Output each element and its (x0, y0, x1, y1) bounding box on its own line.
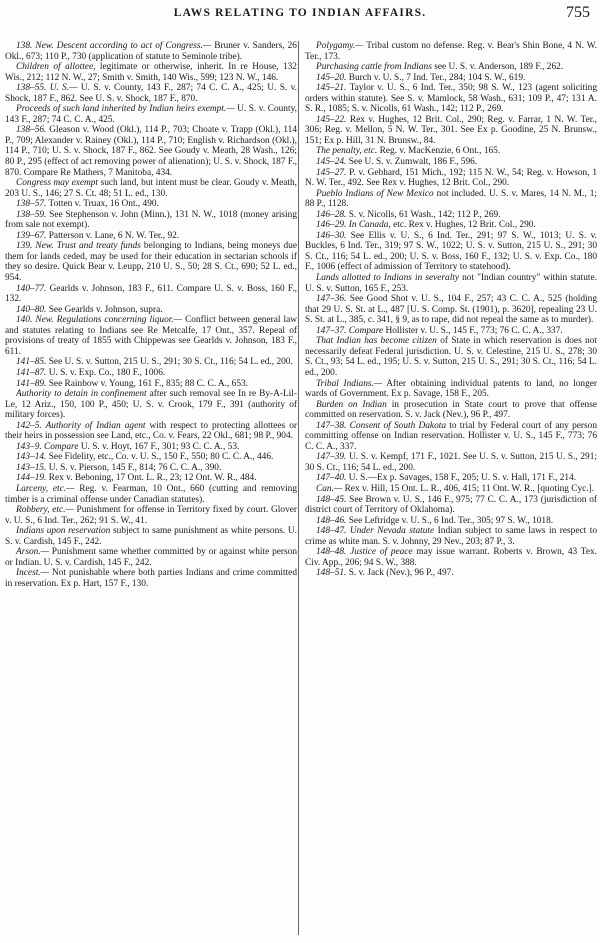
entry-text: Reg. v. Fearman, 10 Ont., 660 (cutting and removing timber is a criminal offense under Canadian statutes). (5, 483, 297, 505)
entry-heading: 138. New. Descent according to act of Congress.— (16, 41, 212, 51)
entry-text: Bruner v. Sanders, 26 Okl., 673; 110 P., 730 (application of statute to Seminole tribe). (5, 41, 297, 62)
entry-text: See Stephenson v. John (Minn.), 131 N. W., 1018 (money arising from sale not exempt). (5, 209, 297, 231)
entry-text: in prosecution in State court to prove that offense committed on reservation. S. v. Jack (Nev.), 96 P., 497. (305, 399, 597, 421)
citation-entry (5, 421, 297, 442)
citation-entry (305, 326, 597, 337)
entry-text: P. v. Gebhard, 151 Mich., 192; 115 N. W., 54; Reg. v. Howson, 1 N. W. Ter., 492. See Rex v. Hughes, 12 Brit. Col., 290. (305, 167, 597, 189)
citation-entry (5, 104, 297, 125)
citation-entry (5, 379, 297, 390)
entry-text: U. S. v. Pierson, 145 F., 814; 76 C. C. A., 390. (48, 462, 222, 473)
citation-entry (5, 473, 297, 484)
entry-text: Gearlds v. Johnson, 183 F., 611. Compare U. S. v. Boss, 160 F., 132. (5, 283, 297, 305)
citation-entry (5, 547, 297, 568)
citation-entry (5, 210, 297, 231)
citation-entry (305, 452, 597, 473)
citation-entry (5, 452, 297, 463)
entry-text: Rex v. Beboning, 17 Ont. L. R., 23; 12 Ont. W. R., 484. (48, 473, 257, 484)
entry-text: U. S. v. Hoyt, 167 F., 301; 93 C. C. A., 53. (80, 441, 240, 452)
entry-text: See Ellis v. U. S., 6 Ind. Ter., 291; 97 S. W., 1013; U. S. v. Buckles, 6 Ind. Ter., 319; 97 S. W., 1022; U. S. v. Sutton, 215 U. S., 291; 30 S. Ct., 116; 54 L. ed., 200; U. S. v. Boss, 160 F., 132; U. S. v. Exp. Co., 180 F., 1006 (effect of admission of Territory to statehood). (305, 230, 597, 273)
citation-entry (305, 157, 597, 168)
running-header (0, 4, 600, 25)
entry-heading: 138–56. (16, 125, 47, 136)
entry-text: See U. S. v. Sutton, 215 U. S., 291; 30 S. Ct., 116; 54 L. ed., 200. (48, 357, 293, 368)
citation-entry (305, 484, 597, 495)
entry-heading: 140–80. (16, 304, 47, 315)
entry-heading: Polygamy.— (316, 41, 364, 51)
entry-heading: 145–27. (316, 167, 347, 178)
entry-text: See Leftridge v. U. S., 6 Ind. Ter., 305; 97 S. W., 1018. (348, 515, 554, 526)
entry-heading: 148–48. Justice of peace (316, 547, 413, 558)
citation-entry (305, 294, 597, 326)
entry-heading: 141–89. (16, 378, 47, 389)
entry-heading: 147–38. Consent of South Dakota (316, 420, 447, 431)
citation-entry (305, 547, 597, 568)
entry-text: may issue warrant. Roberts v. Brown, 43 Tex. Civ. App., 206; 94 S. W., 388. (305, 547, 597, 568)
citation-entry (305, 516, 597, 527)
left-column (5, 41, 297, 939)
entry-heading: 147–36. (316, 294, 347, 305)
citation-entry (305, 473, 597, 484)
entry-text: Punishment same whether committed by or against white person or Indian. U. S. v. Cardish, 145 F., 242. (5, 547, 297, 568)
citation-entry (305, 379, 597, 400)
citation-entry (305, 168, 597, 189)
citation-entry (5, 442, 297, 453)
citation-entry (305, 41, 597, 62)
header-title: LAWS RELATING TO INDIAN AFFAIRS. (173, 7, 427, 19)
entry-text: Tribal custom no defense. Reg. v. Bear's Shin Bone, 4 N. W. Ter., 173. (305, 41, 597, 62)
entry-heading: Tribal Indians.— (316, 378, 383, 389)
entry-text: Conflict between general law and statutes relating to Indians see Re Metcalfe, 17 Ont., 357. Repeal of provisions of treaty of 1855 with Chippewas see Gearlds v. Johnson, 183 F., 611. (5, 315, 297, 357)
entry-heading: 140–77. (16, 283, 47, 294)
entry-heading: 139. New. Trust and treaty funds (16, 241, 141, 252)
entry-text: subject to same punishment as white persons. U. S. v. Cardish, 145 F., 242. (5, 526, 297, 547)
entry-heading: 147–37. Compare (316, 325, 384, 336)
entry-text: belonging to Indians, being moneys due them for lands ceded, may be used for their education in sectarian schools if they so desire. Quick Bear v. Leupp, 210 U. S., 50; 28 S. Ct., 690; 52 L. ed., 954. (5, 241, 297, 284)
entry-heading: 145–21. (316, 83, 347, 94)
page-number: 755 (566, 4, 590, 21)
citation-entry (5, 178, 297, 199)
citation-entry (305, 220, 597, 231)
entry-text: See Gearlds v. Johnson, supra. (48, 304, 163, 315)
entry-heading: 146–29. In Canada, (316, 220, 391, 231)
entry-heading: Incest.— (16, 568, 49, 579)
entry-text: Indian subject to same laws in respect to crime as white man. S. v. Johnny, 29 Nev., 203; 87 P., 3. (305, 526, 597, 547)
entry-heading: 148–45. (316, 494, 347, 505)
entry-text: to trial by Federal court of any person committing offense on Indian reservation. Hollister v. U. S., 145 F., 773; 76 C. C. A., 337. (305, 420, 597, 452)
entry-text: etc. Rex v. Hughes, 12 Brit. Col., 290. (393, 220, 536, 231)
entry-heading: 138–59. (16, 209, 47, 220)
citation-entry (305, 189, 597, 210)
entry-text: See Fidelity, etc., Co. v. U. S., 150 F., 550; 80 C. C. A., 446. (48, 452, 274, 463)
citation-entry (305, 210, 597, 221)
entry-heading: Children of allottee, (16, 62, 96, 73)
entry-text: Rex v. Hill, 15 Ont. L. R., 406, 415; 11 Ont. W. R., [quoting Cyc.]. (344, 483, 595, 494)
entry-heading: 143–9. Compare (16, 441, 79, 452)
citation-entry (5, 568, 297, 589)
citation-entry (305, 83, 597, 115)
citation-entry (5, 125, 297, 178)
entry-text: Taylor v. U. S., 6 Ind. Ter., 350; 98 S. W., 123 (agent soliciting orders within statute). See S. v. Mamlock, 58 Wash., 631; 109 P., 47; 131 A. S. R., 1085; S. v. Nicolls, 61 Wash., 142; 112 P., 269. (305, 83, 597, 115)
entry-heading: 145–22. (316, 114, 347, 125)
entry-text: Not punishable where both parties Indians and crime committed in reservation. Ex p. Hart, 157 F., 130. (5, 568, 297, 589)
entry-heading: Can.— (316, 483, 343, 494)
citation-entry (5, 241, 297, 283)
citation-entry (305, 568, 597, 579)
entry-heading: 148–47. Under Nevada statute (316, 526, 435, 537)
right-column (305, 41, 597, 939)
citation-entry (305, 273, 597, 294)
entry-text: of State in which reservation is does not necessarily defeat Federal jurisdiction. U. S. v. Celestine, 215 U. S., 278; 30 S. Ct., 93; 54 L. ed., 195; U. S. v. Sutton, 215 U. S., 291; 30 S. Ct., 116; 54 L. ed., 200. (305, 336, 597, 378)
entry-heading: The penalty, etc. (316, 146, 378, 157)
entry-heading: Burden on Indian (316, 399, 387, 410)
entry-text: Hollister v. U. S., 145 F., 773; 76 C. C. A., 337. (385, 325, 563, 336)
entry-text: U. S. v. Kempf, 171 F., 1021. See U. S. v. Sutton, 215 U. S., 291; 30 S. Ct., 116; 54 L. ed., 200. (305, 452, 597, 473)
entry-heading: Authority to detain in confinement (16, 389, 147, 400)
entry-heading: Indians upon reservation (16, 526, 111, 537)
entry-heading: 148–51. (316, 568, 347, 579)
entry-text: Reg. v. MacKenzie, 6 Ont., 165. (379, 146, 501, 157)
citation-entry (5, 389, 297, 421)
entry-text: Punishment for offense in Territory fixed by court. Glover v. U. S., 6 Ind. Ter., 262; 91 S. W., 41. (5, 505, 297, 526)
entry-heading: 142–5. Authority of Indian agent (16, 420, 146, 431)
entry-heading: 141–87. (16, 367, 47, 378)
entry-heading: 145–20. (316, 72, 347, 83)
entry-text: such land, but intent must be clear. Goudy v. Meath, 203 U. S., 146; 27 S. Ct. 48; 51 L. ed., 130. (5, 178, 297, 199)
entry-text: not "Indian country" within statute. U. S. v. Sutton, 165 F., 253. (305, 273, 597, 294)
citation-entry (5, 83, 297, 104)
entry-text: legitimate or otherwise, inherit. In re House, 132 Wis., 212; 112 N. W., 27; Smith v. Smith, 140 Wis., 599; 123 N. W., 146. (5, 62, 297, 83)
entry-text: Gleason v. Wood (Okl.), 114 P., 703; Choate v. Trapp (Okl.), 114 P., 709; Alexander v. Rainey (Okl.), 114 P., 710; English v. Richardson (Okl.), 114 P., 710; U. S. v. Shock, 187 F., 862. See Goudy v. Meath, 28 Wash., 126; 80 P., 295 (effect of act removing power of alienation); U. S. v. Shock, 187 F., 870. Compare Re Mathers, 7 Manitoba, 434. (5, 125, 297, 178)
citation-entry (305, 526, 597, 547)
entry-text: not included. U. S. v. Mares, 14 N. M., 1; 88 P., 1128. (305, 188, 597, 210)
entry-heading: 144–19. (16, 473, 47, 484)
entry-heading: Pueblo Indians of New Mexico (316, 188, 434, 199)
entry-text: with respect to protecting allottees or their heirs in possession see Land, etc., Co. v. Fears, 22 Okl., 681; 98 P., 904. (5, 420, 297, 442)
citation-entry (5, 463, 297, 474)
citation-entry (305, 336, 597, 378)
entry-heading: Larceny, etc.— (16, 483, 75, 494)
entry-text: See Rainbow v. Young, 161 F., 835; 88 C. C. A., 653. (48, 378, 249, 389)
citation-entry (5, 357, 297, 368)
citation-entry (305, 62, 597, 73)
entry-heading: Congress may exempt (16, 178, 99, 189)
entry-heading: Lands allotted to Indians in severalty (316, 273, 460, 284)
entry-text: after such removal see In re By-A-Lil-Le, 12 Ariz., 150, 100 P., 450; U. S. v. Crook, 179 F., 391 (authority of military forces). (5, 389, 297, 421)
entry-heading: Robbery, etc.— (16, 505, 74, 516)
citation-entry (5, 231, 297, 242)
entry-heading: 138–55. U. S.— (16, 83, 78, 94)
entry-text: Burch v. U. S., 7 Ind. Ter., 284; 104 S. W., 619. (348, 72, 526, 83)
entry-text: See Good Shot v. U. S., 104 F., 257; 43 C. C. A., 525 (holding that 29 U. S. St. at L., 487 [U. S. Comp. St. (1901), p. 3620], repealing 23 U. S. St. at L., 385, c. 341, § 9, as to rape, did not repeal the same as to murder). (305, 294, 597, 326)
entry-heading: 138–57. (16, 199, 47, 210)
entry-text: U. S. v. County, 143 F., 287; 74 C. C. A., 425; U. S. v. Shock, 187 F., 862. See U. S. v. Shock, 187 F., 870. (5, 83, 297, 104)
citation-entry (5, 284, 297, 305)
entry-heading: 147–39. (316, 452, 347, 463)
citation-entry (5, 484, 297, 505)
citation-entry (5, 526, 297, 547)
citation-entry (305, 495, 597, 516)
entry-text: See Brown v. U. S., 146 F., 975; 77 C. C. A., 173 (jurisdiction of district court of Territory of Oklahoma). (305, 494, 597, 516)
entry-text: See U. S. v. Zumwalt, 186 F., 596. (348, 157, 478, 168)
entry-heading: Proceeds of such land inherited by Indian heirs exempt.— (16, 104, 235, 115)
entry-heading: 148–46. (316, 515, 347, 526)
entry-heading: 143–15. (16, 462, 47, 473)
citation-entry (5, 62, 297, 83)
entry-text: Totten v. Truax, 16 Ont., 490. (48, 199, 159, 210)
citation-entry (5, 315, 297, 357)
entry-heading: Arson.— (16, 547, 49, 558)
entry-text: U. S. v. County, 143 F., 287; 74 C. C. A., 425. (5, 104, 297, 125)
entry-text: S. v. Nicolls, 61 Wash., 142; 112 P., 269. (348, 209, 501, 220)
entry-heading: 146–30. (316, 230, 347, 241)
citation-entry (5, 368, 297, 379)
citation-entry (5, 41, 297, 62)
citation-entry (305, 231, 597, 273)
citation-entry (305, 421, 597, 453)
entry-text: Patterson v. Lane, 6 N. W. Ter., 92. (48, 230, 180, 241)
entry-heading: 145–24. (316, 157, 347, 168)
entry-text: After obtaining individual patents to land, no longer wards of Government. Ex p. Savage, 158 F., 205. (305, 378, 597, 400)
entry-text: see U. S. v. Anderson, 189 F., 262. (434, 62, 564, 73)
entry-heading: 147–40. (316, 473, 347, 484)
entry-heading: Purchasing cattle from Indians (316, 62, 432, 73)
entry-heading: 141–85. (16, 357, 47, 368)
citation-entry (5, 305, 297, 316)
entry-heading: 139–67. (16, 230, 47, 241)
entry-heading: That Indian has become citizen (316, 336, 437, 347)
entry-text: Rex v. Hughes, 12 Brit. Col., 290; Reg. v. Farrar, 1 N. W. Ter., 306; Reg. v. Mellon, 5 N. W. Ter., 301. See Ex p. Goodine, 25 N. Brunsw., 151; Ex p. Hill, 31 N. Brunsw., 84. (305, 114, 597, 146)
column-divider (298, 41, 299, 935)
entry-text: U. S.—Ex p. Savages, 158 F., 205; U. S. v. Hall, 171 F., 214. (348, 473, 577, 484)
citation-entry (305, 146, 597, 157)
citation-entry (305, 73, 597, 84)
citation-entry (5, 505, 297, 526)
entry-heading: 143–14. (16, 452, 47, 463)
citation-entry (5, 199, 297, 210)
entry-heading: 140. New. Regulations concerning liquor.— (16, 315, 182, 326)
entry-heading: 146–28. (316, 209, 347, 220)
entry-text: S. v. Jack (Nev.), 96 P., 497. (348, 568, 454, 579)
citation-entry (305, 115, 597, 147)
entry-text: U. S. v. Exp. Co., 180 F., 1006. (48, 367, 166, 378)
citation-entry (305, 400, 597, 421)
